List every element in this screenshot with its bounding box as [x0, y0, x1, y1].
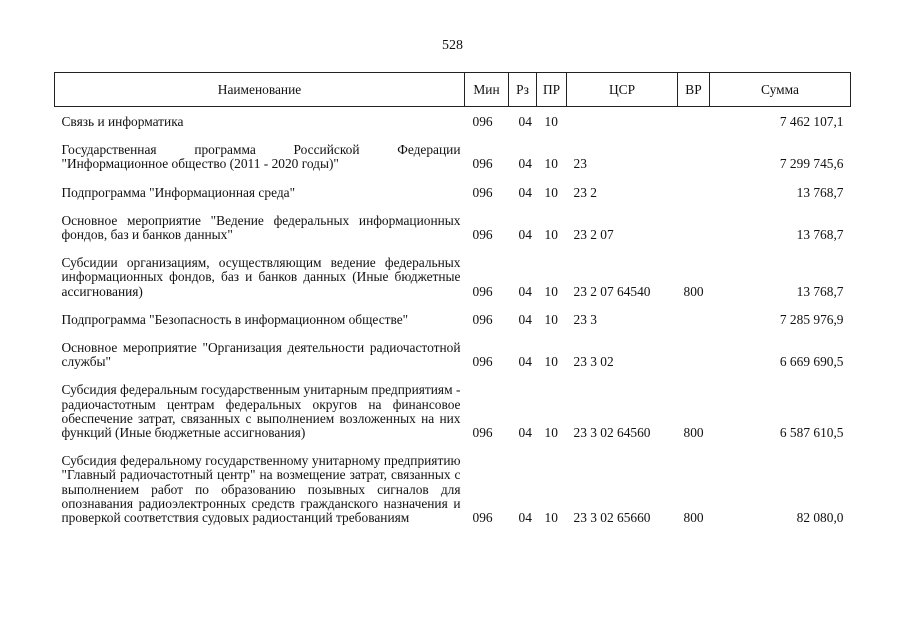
header-min: Мин	[465, 73, 509, 107]
row-rz: 04	[518, 227, 532, 243]
row-min: 096	[472, 510, 493, 526]
row-pr: 10	[544, 354, 558, 370]
row-vr	[678, 301, 710, 329]
row-name: Связь и информатика	[61, 114, 184, 129]
row-sum: 13 768,7	[796, 227, 844, 243]
row-min: 096	[472, 114, 493, 129]
row-csr: 23 2	[573, 184, 597, 200]
table-row	[55, 174, 851, 202]
row-sum: 6 587 610,5	[779, 425, 844, 441]
table-row	[55, 202, 851, 244]
row-sum: 7 285 976,9	[779, 311, 844, 327]
row-sum: 7 462 107,1	[779, 114, 844, 129]
table-row	[55, 107, 851, 132]
table-row	[55, 301, 851, 329]
row-min: 096	[472, 283, 493, 299]
page-number: 528	[442, 38, 463, 53]
row-name: Основное мероприятие "Ведение федеральных информационных фондов, баз и банков данных"	[61, 212, 461, 243]
header-name: Наименование	[55, 73, 465, 107]
table-row	[55, 442, 851, 527]
row-name: Субсидии организациям, осуществляющим ведение федеральных информационных фондов, баз и банков данных (Иные бюджетные ассигнования)	[61, 255, 461, 299]
row-rz: 04	[518, 510, 532, 526]
row-csr: 23	[573, 156, 587, 172]
budget-table	[54, 72, 851, 527]
row-sum: 6 669 690,5	[779, 354, 844, 370]
row-min: 096	[472, 354, 493, 370]
row-vr: 800	[683, 510, 704, 526]
row-csr: 23 3 02	[573, 354, 614, 370]
table-row	[55, 244, 851, 301]
header-pr: ПР	[537, 73, 567, 107]
row-vr	[678, 202, 710, 244]
header-sum: Сумма	[710, 73, 851, 107]
row-sum: 13 768,7	[796, 283, 844, 299]
row-vr: 800	[683, 283, 704, 299]
row-pr: 10	[544, 283, 558, 299]
row-sum: 7 299 745,6	[779, 156, 844, 172]
row-csr	[567, 107, 678, 132]
table-body	[55, 107, 851, 528]
row-rz: 04	[518, 156, 532, 172]
row-csr: 23 3 02 64560	[573, 425, 651, 441]
row-pr: 10	[544, 227, 558, 243]
row-vr	[678, 107, 710, 132]
row-pr: 10	[544, 114, 558, 129]
row-pr: 10	[544, 156, 558, 172]
row-rz: 04	[518, 354, 532, 370]
row-name: Основное мероприятие "Организация деятельности радиочастотной службы"	[61, 340, 461, 370]
row-rz: 04	[518, 425, 532, 441]
row-min: 096	[472, 425, 493, 441]
row-csr: 23 2 07	[573, 227, 614, 243]
header-row	[55, 73, 851, 107]
row-vr	[678, 329, 710, 371]
row-vr	[678, 131, 710, 173]
row-min: 096	[472, 311, 493, 327]
table-row	[55, 329, 851, 371]
row-pr: 10	[544, 425, 558, 441]
row-name: Подпрограмма "Информационная среда"	[61, 184, 296, 200]
row-rz: 04	[518, 311, 532, 327]
row-min: 096	[472, 156, 493, 172]
row-sum: 13 768,7	[796, 184, 844, 200]
row-csr: 23 3 02 65660	[573, 510, 651, 526]
row-name: Субсидия федеральному государственному унитарному предприятию "Главный радиочастотный центр" на возмещение затрат, связанных с выполнением работ по образованию позывных сигналов для опознавания радиоэлектронных средств гражданского назначения и проверкой соответствия судовых радиостанций требованиям	[61, 453, 461, 526]
row-rz: 04	[518, 114, 532, 129]
table-row	[55, 371, 851, 442]
table-header	[55, 73, 851, 107]
header-csr: ЦСР	[567, 73, 678, 107]
row-vr: 800	[683, 425, 704, 441]
row-csr: 23 3	[573, 311, 597, 327]
row-pr: 10	[544, 311, 558, 327]
table-row	[55, 131, 851, 173]
row-min: 096	[472, 227, 493, 243]
row-vr	[678, 174, 710, 202]
row-name: Государственная программа Российской Федерации "Информационное общество (2011 - 2020 годы)"	[61, 142, 461, 172]
row-sum: 82 080,0	[796, 510, 844, 526]
row-name: Субсидия федеральным государственным унитарным предприятиям - радиочастотным центрам федеральных округов на финансовое обеспечение затрат, связанных с выполнением возложенных на них функций (Иные бюджетные ассигнования)	[61, 382, 461, 441]
row-name: Подпрограмма "Безопасность в информационном обществе"	[61, 311, 409, 327]
row-rz: 04	[518, 184, 532, 200]
header-rz: Рз	[509, 73, 537, 107]
row-rz: 04	[518, 283, 532, 299]
header-vr: ВР	[678, 73, 710, 107]
row-min: 096	[472, 184, 493, 200]
row-pr: 10	[544, 510, 558, 526]
row-csr: 23 2 07 64540	[573, 283, 651, 299]
row-pr: 10	[544, 184, 558, 200]
